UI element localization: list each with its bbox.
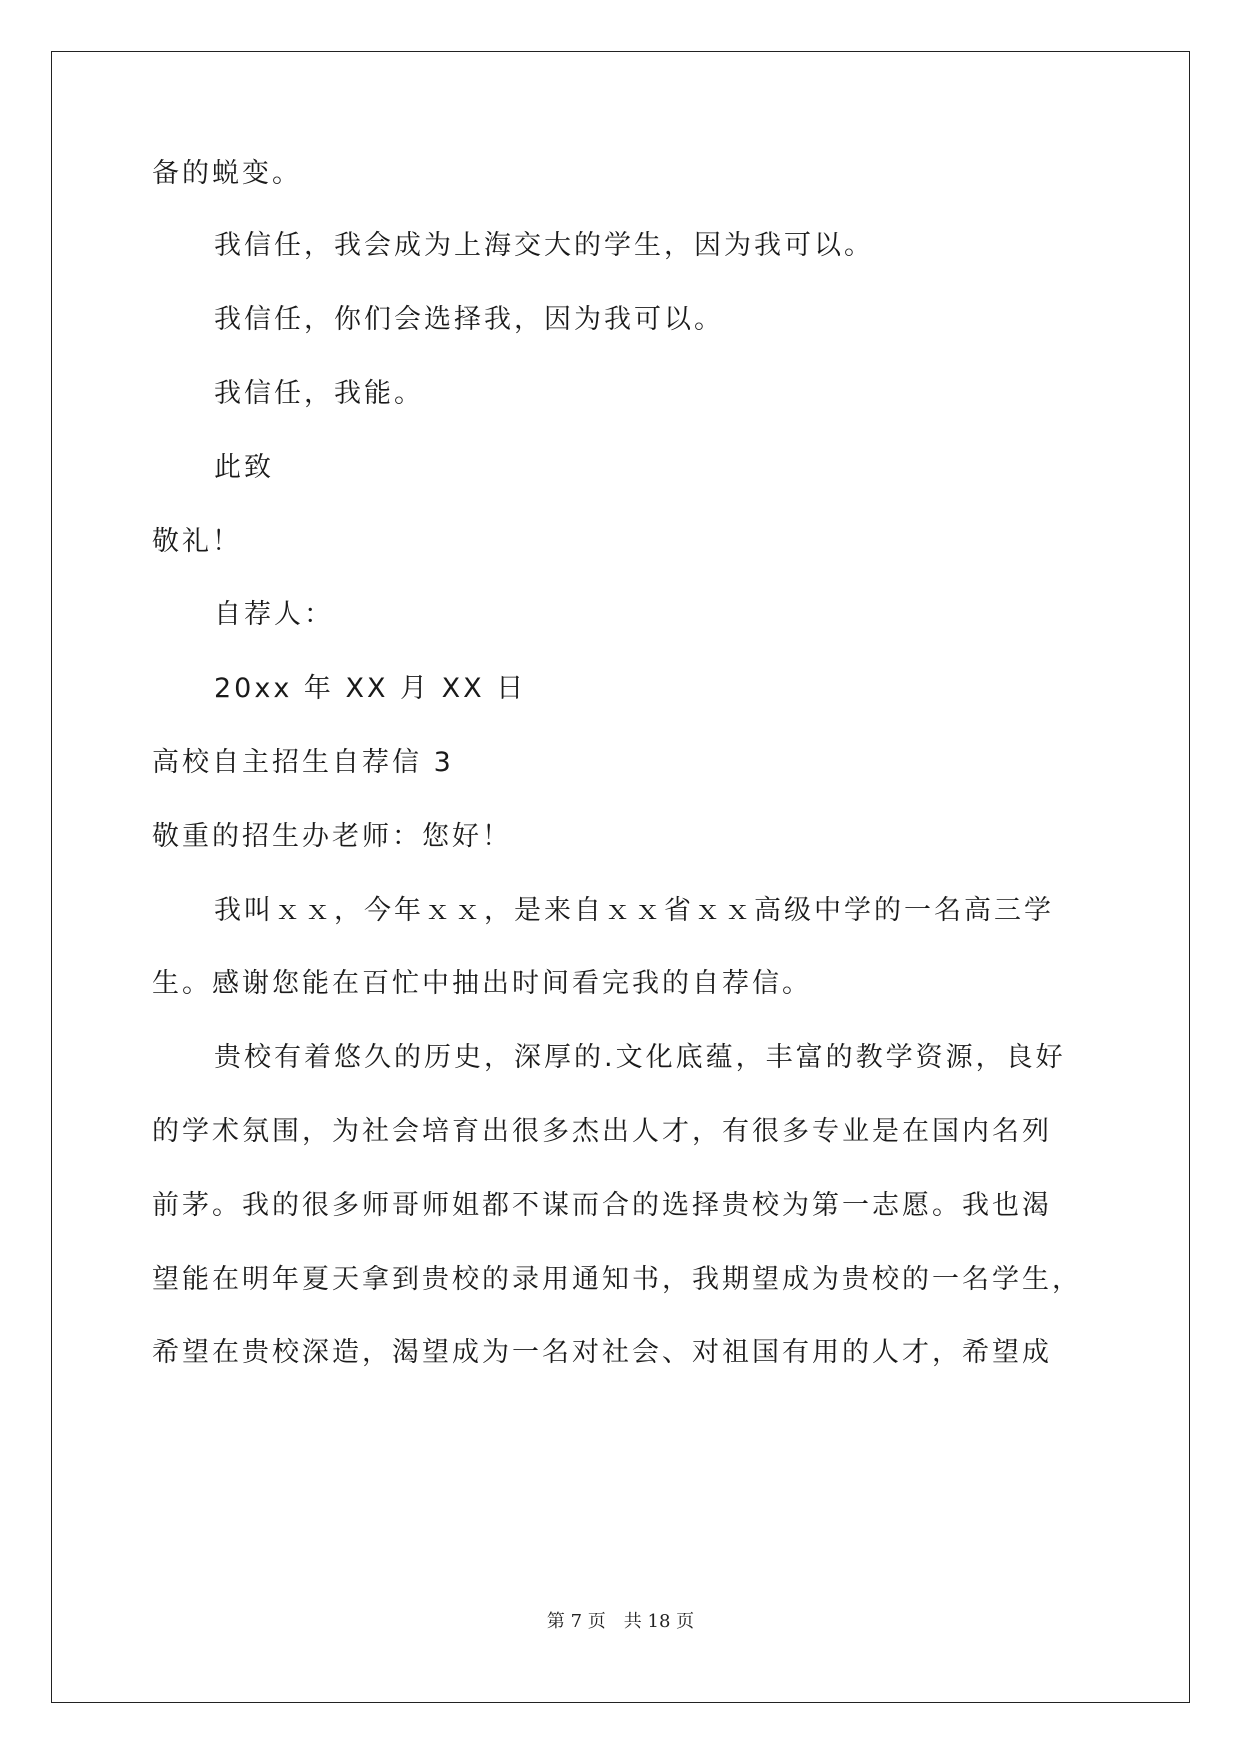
page-border	[51, 51, 1190, 1703]
greeting-line: 敬重的招生办老师：您好！	[152, 821, 512, 852]
text-line-1: 备的蜕变。	[152, 158, 302, 189]
text-line-2: 我信任，我会成为上海交大的学生，因为我可以。	[214, 230, 874, 261]
text-line-3: 我信任，你们会选择我，因为我可以。	[214, 304, 724, 335]
page-footer	[0, 1610, 1241, 1634]
text-line-16: 望能在明年夏天拿到贵校的录用通知书，我期望成为贵校的一名学生，	[152, 1264, 1082, 1295]
text-line-17: 希望在贵校深造，渴望成为一名对社会、对祖国有用的人才，希望成	[152, 1337, 1052, 1368]
text-line-15: 前茅。我的很多师哥师姐都不谋而合的选择贵校为第一志愿。我也渴	[152, 1190, 1052, 1221]
section-heading: 高校自主招生自荐信 3	[152, 747, 454, 778]
page-number: 第 7 页 共 18 页	[546, 1611, 695, 1632]
closing-regards: 敬礼！	[152, 526, 242, 557]
text-line-12: 生。感谢您能在百忙中抽出时间看完我的自荐信。	[152, 968, 812, 999]
closing-salutation: 此致	[214, 452, 274, 483]
text-line-14: 的学术氛围，为社会培育出很多杰出人才，有很多专业是在国内名列	[152, 1116, 1052, 1147]
text-line-13: 贵校有着悠久的历史，深厚的.文化底蕴，丰富的教学资源，良好	[214, 1042, 1066, 1073]
text-line-11: 我叫ｘｘ，今年ｘｘ，是来自ｘｘ省ｘｘ高级中学的一名高三学	[214, 895, 1054, 926]
text-line-4: 我信任，我能。	[214, 378, 424, 409]
date-line: 20xx 年 XX 月 XX 日	[214, 673, 527, 704]
signature-label: 自荐人：	[214, 599, 334, 630]
